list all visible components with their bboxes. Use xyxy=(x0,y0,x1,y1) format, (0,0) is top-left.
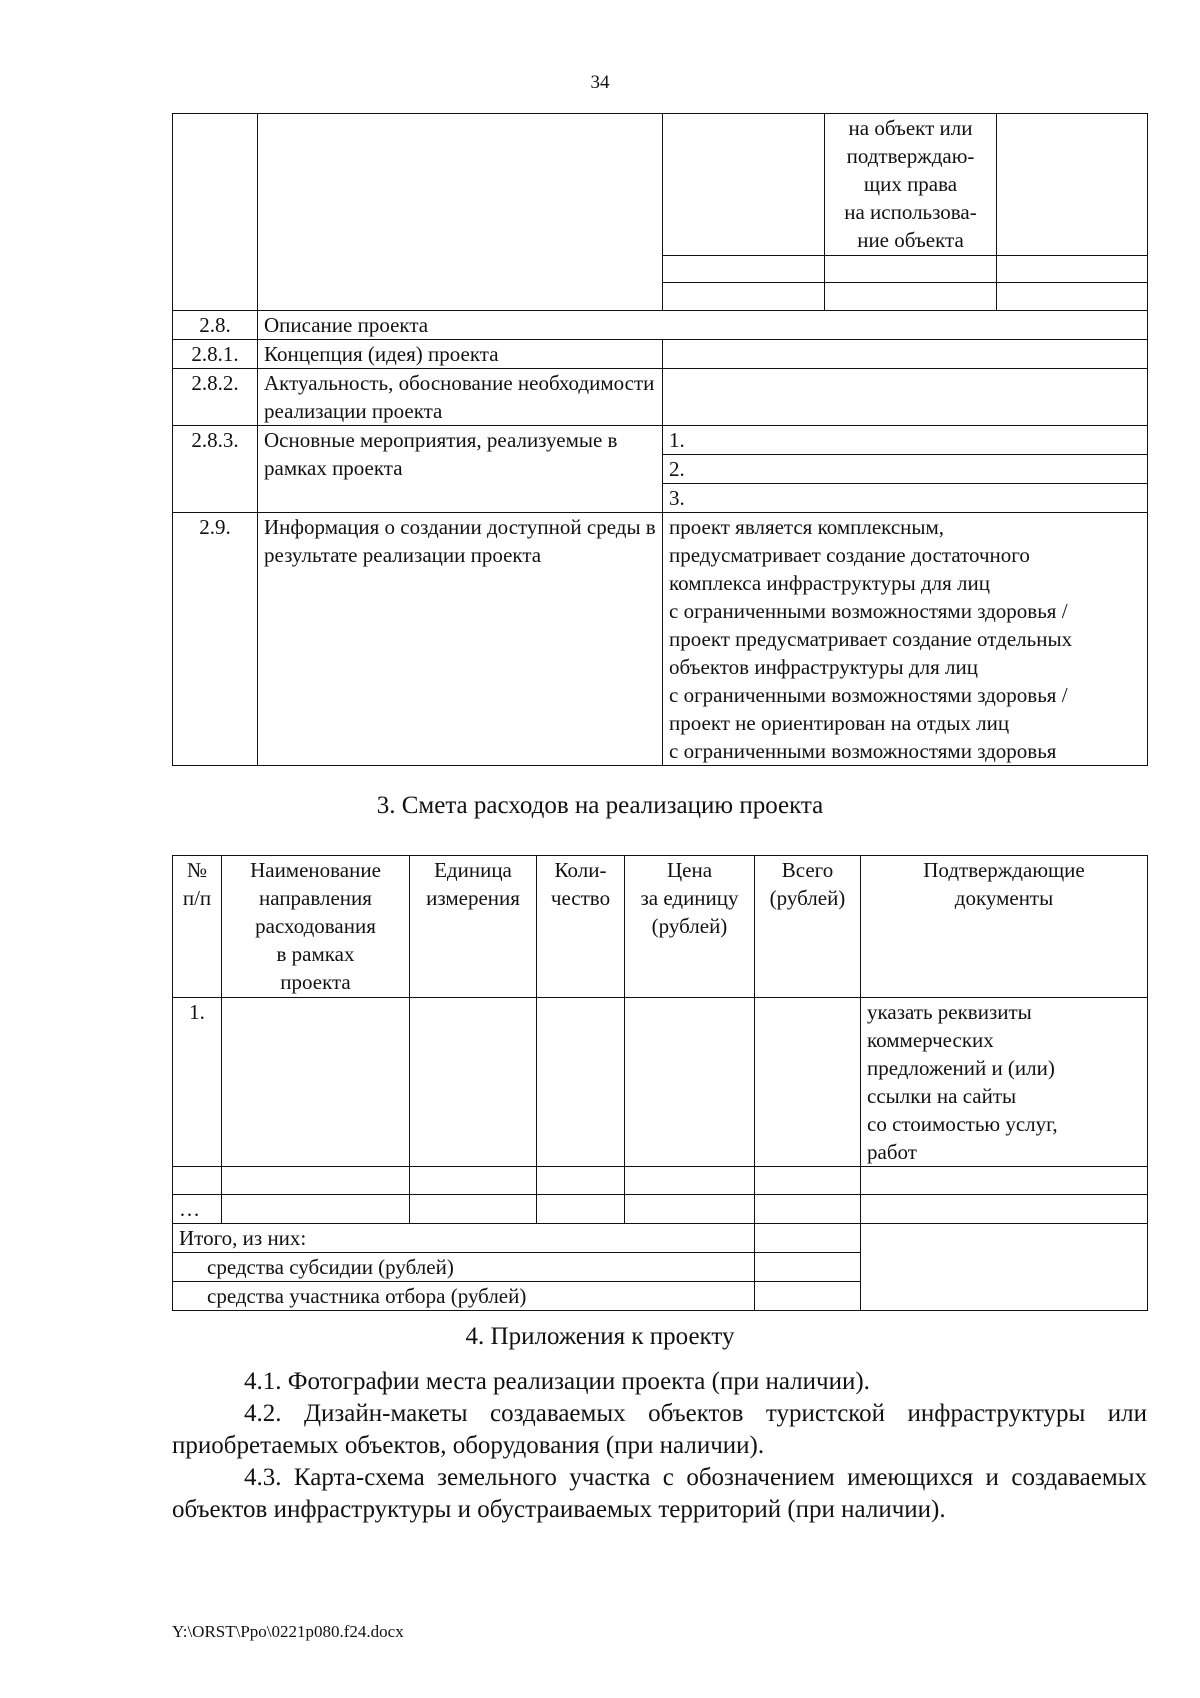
col-header-unit: Единица измерения xyxy=(410,856,537,998)
event-item: 2. xyxy=(663,455,1148,484)
subsidy-label: средства субсидии (рублей) xyxy=(173,1253,755,1282)
event-item: 3. xyxy=(663,484,1148,513)
table-cell xyxy=(410,1195,537,1224)
row-label: Информация о создании доступной среды в результате реализации проекта xyxy=(258,513,663,766)
col-header-name: Наименование направления расходования в рамках проекта xyxy=(222,856,410,998)
col-header-price: Цена за единицу (рублей) xyxy=(625,856,755,998)
project-info-table xyxy=(172,113,1148,766)
table-cell xyxy=(410,1167,537,1195)
footer-file-path: Y:\ORST\Ppo\0221p080.f24.docx xyxy=(172,1622,404,1641)
row-number: 2.8.2. xyxy=(173,369,258,426)
table-cell xyxy=(537,1167,625,1195)
table-cell xyxy=(755,1167,861,1195)
appendix-item-3: 4.3. Карта-схема земельного участка с обозначением имеющихся и создаваемых объектов инфраструктуры и обустраиваемых территорий (при наличии). xyxy=(172,1464,1147,1523)
table-cell xyxy=(755,1195,861,1224)
table-cell xyxy=(825,256,997,283)
table-cell xyxy=(173,1167,222,1195)
col-header-number: № п/п xyxy=(173,856,222,998)
table-cell xyxy=(222,1195,410,1224)
table-cell xyxy=(755,998,861,1167)
col-header-total: Всего (рублей) xyxy=(755,856,861,998)
row-label: Концепция (идея) проекта xyxy=(258,340,663,369)
accessibility-options: проект является комплексным, предусматривает создание достаточного комплекса инфраструктуры для лиц с ограниченными возможностями здоровья / проект предусматривает создание отдельных объектов инфраструктуры для лиц с ограниченными возможностями здоровья / проект не ориентирован на отдых лиц с ограниченными возможностями здоровья xyxy=(663,513,1148,766)
rights-docs-cell: на объект или подтверждаю- щих права на использова- ние объекта xyxy=(825,114,997,256)
section-4-title: 4. Приложения к проекту xyxy=(465,1323,735,1350)
row-number: 1. xyxy=(173,998,222,1167)
table-cell xyxy=(997,283,1148,311)
row-number: 2.8.1. xyxy=(173,340,258,369)
appendix-item-2: 4.2. Дизайн-макеты создаваемых объектов туристской инфраструктуры или приобретаемых объектов, оборудования (при наличии). xyxy=(172,1400,1147,1459)
appendix-item-1: 4.1. Фотографии места реализации проекта (при наличии). xyxy=(244,1368,870,1395)
value-cell xyxy=(663,340,1148,369)
event-item: 1. xyxy=(663,426,1148,455)
section-3-title: 3. Смета расходов на реализацию проекта xyxy=(376,792,824,819)
table-cell xyxy=(173,114,258,311)
table-cell xyxy=(825,283,997,311)
table-cell xyxy=(663,256,825,283)
subsidy-value xyxy=(755,1253,861,1282)
col-header-documents: Подтверждающие документы xyxy=(861,856,1148,998)
budget-table xyxy=(172,855,1148,1311)
table-cell xyxy=(537,1195,625,1224)
page-number: 34 xyxy=(590,72,610,93)
table-cell xyxy=(222,998,410,1167)
table-cell xyxy=(625,998,755,1167)
ellipsis-cell: … xyxy=(173,1195,222,1224)
table-cell xyxy=(537,998,625,1167)
table-cell xyxy=(997,256,1148,283)
table-cell xyxy=(222,1167,410,1195)
table-cell xyxy=(861,1195,1148,1224)
row-label: Актуальность, обоснование необходимости реализации проекта xyxy=(258,369,663,426)
participant-value xyxy=(755,1282,861,1311)
documents-note: указать реквизиты коммерческих предложений и (или) ссылки на сайты со стоимостью услуг, работ xyxy=(861,998,1148,1167)
participant-label: средства участника отбора (рублей) xyxy=(173,1282,755,1311)
table-cell xyxy=(410,998,537,1167)
row-label: Описание проекта xyxy=(258,311,1148,340)
row-label: Основные мероприятия, реализуемые в рамках проекта xyxy=(258,426,663,513)
total-label: Итого, из них: xyxy=(173,1224,755,1253)
table-cell xyxy=(861,1167,1148,1195)
table-cell xyxy=(625,1195,755,1224)
col-header-quantity: Коли- чество xyxy=(537,856,625,998)
table-cell xyxy=(663,114,825,256)
table-cell xyxy=(997,114,1148,256)
value-cell xyxy=(663,369,1148,426)
total-value xyxy=(755,1224,861,1253)
table-cell xyxy=(258,114,663,311)
table-cell xyxy=(861,1224,1148,1311)
row-number: 2.8.3. xyxy=(173,426,258,513)
table-cell xyxy=(625,1167,755,1195)
row-number: 2.8. xyxy=(173,311,258,340)
table-cell xyxy=(663,283,825,311)
row-number: 2.9. xyxy=(173,513,258,766)
